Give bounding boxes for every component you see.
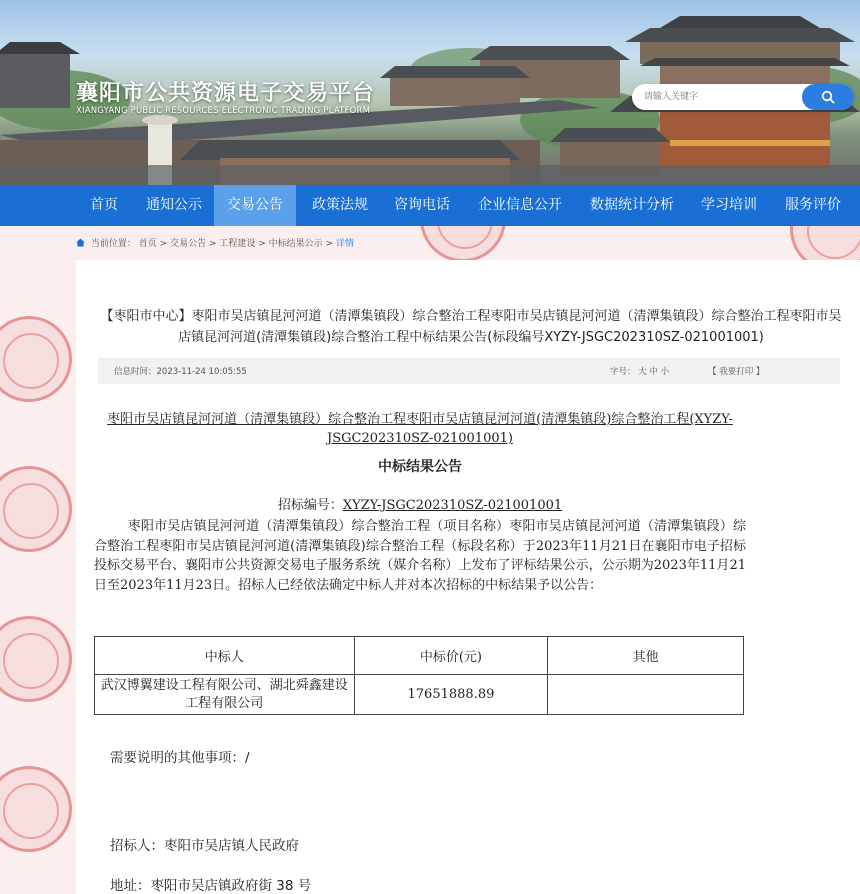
- font-size-mid[interactable]: 中: [649, 367, 658, 377]
- info-time: [114, 365, 247, 377]
- watermark-seal: [0, 766, 72, 852]
- search-button[interactable]: [802, 84, 854, 110]
- font-size-label: 字号：: [610, 367, 636, 377]
- site-subtitle: XIANGYANG PUBLIC RESOURCES ELECTRONIC TRADING PLATFORM: [76, 106, 371, 116]
- announcement-paragraph: 枣阳市吴店镇昆河河道（清潭集镇段）综合整治工程（项目名称）枣阳市吴店镇昆河河道（清潭集镇段）综合整治工程枣阳市吴店镇昆河河道(清潭集镇段)综合整治工程（标段名称）于2023年11月21日在襄阳市电子招标投标交易平台、襄阳市公共资源交易电子服务系统（媒介名称）上发布了评标结果公示，公示期为2023年11月21日至2023年11月23日。招标人已经依法确定中标人并对本次招标的中标结果予以公告：: [94, 519, 746, 593]
- page-body: [0, 226, 860, 894]
- table-header-other: 其他: [548, 637, 744, 675]
- watermark-seal: [420, 226, 506, 262]
- main-nav: [0, 185, 860, 226]
- other-cell: [548, 675, 744, 715]
- breadcrumb-current: 详情: [335, 239, 354, 249]
- search-input[interactable]: [644, 89, 804, 105]
- article-title: 【枣阳市中心】枣阳市吴店镇昆河河道（清潭集镇段）综合整治工程枣阳市吴店镇昆河河道（清潭集镇段）综合整治工程枣阳市吴店镇昆河河道(清潭集镇段)综合整治工程中标结果公告(标段编号XYZY-JSGC202310SZ-021001001): [100, 309, 842, 345]
- article-panel: [76, 260, 860, 894]
- watermark-seal: [0, 616, 72, 702]
- home-icon: [76, 238, 85, 247]
- breadcrumb-bid-results[interactable]: 中标结果公示: [268, 239, 323, 249]
- breadcrumb-sep: >: [208, 239, 220, 249]
- winner-cell: 武汉博翼建设工程有限公司、湖北舜鑫建设工程有限公司: [95, 675, 355, 715]
- breadcrumb-sep: >: [159, 239, 171, 249]
- nav-statistics[interactable]: 数据统计分析: [590, 197, 674, 213]
- site-title: 襄阳市公共资源电子交易平台: [76, 81, 376, 106]
- nav-home[interactable]: 首页: [90, 197, 118, 213]
- nav-policies[interactable]: 政策法规: [312, 197, 368, 213]
- table-header-price: 中标价(元): [354, 637, 548, 675]
- other-notes: 需要说明的其他事项：/: [110, 750, 250, 766]
- breadcrumb-trading[interactable]: 交易公告: [170, 239, 207, 249]
- font-size-small[interactable]: 小: [660, 367, 670, 377]
- tenderer-address: 地址：枣阳市吴店镇政府街 38 号: [110, 878, 312, 894]
- table-header-winner: 中标人: [95, 637, 355, 675]
- document-body: [94, 410, 746, 595]
- breadcrumb-engineering[interactable]: 工程建设: [219, 239, 256, 249]
- result-table: [94, 636, 744, 715]
- font-size-big[interactable]: 大: [638, 367, 647, 377]
- font-size-switch: [610, 365, 669, 377]
- tender-code-label: 招标编号：: [277, 498, 343, 513]
- info-time-value: 2023-11-24 10:05:55: [156, 367, 247, 377]
- header-banner: [0, 0, 860, 185]
- breadcrumb-prefix: 当前位置：: [90, 239, 136, 249]
- table-header-row: [95, 637, 744, 675]
- print-button[interactable]: 【 我要打印 】: [708, 367, 765, 377]
- info-time-label: 信息时间：: [114, 367, 157, 377]
- price-cell: 17651888.89: [354, 675, 548, 715]
- watermark-seal: [0, 466, 72, 552]
- nav-company-info[interactable]: 企业信息公开: [478, 197, 562, 213]
- breadcrumb: [76, 236, 354, 249]
- tenderer: 招标人：枣阳市吴店镇人民政府: [110, 838, 299, 854]
- nav-service-rating[interactable]: 服务评价: [785, 197, 841, 213]
- nav-consult-phone[interactable]: 咨询电话: [394, 197, 450, 213]
- tender-code: [94, 494, 746, 513]
- watermark-seal: [0, 316, 72, 402]
- breadcrumb-home[interactable]: 首页: [138, 239, 157, 249]
- nav-notices[interactable]: 通知公示: [146, 197, 202, 213]
- article-meta-bar: [98, 358, 840, 384]
- breadcrumb-sep: >: [258, 239, 269, 249]
- document-subheading: 中标结果公告: [378, 459, 462, 475]
- search-box: [632, 84, 854, 110]
- nav-trading-announcements[interactable]: 交易公告: [214, 185, 296, 226]
- nav-training[interactable]: 学习培训: [701, 197, 757, 213]
- document-heading: 枣阳市吴店镇昆河河道（清潭集镇段）综合整治工程枣阳市吴店镇昆河河道(清潭集镇段)综合整治工程(XYZY-JSGC202310SZ-021001001): [107, 412, 733, 446]
- tender-code-value: XYZY-JSGC202310SZ-021001001: [342, 498, 563, 513]
- breadcrumb-sep: >: [325, 239, 336, 249]
- table-row: [95, 675, 744, 715]
- search-icon: [821, 90, 835, 104]
